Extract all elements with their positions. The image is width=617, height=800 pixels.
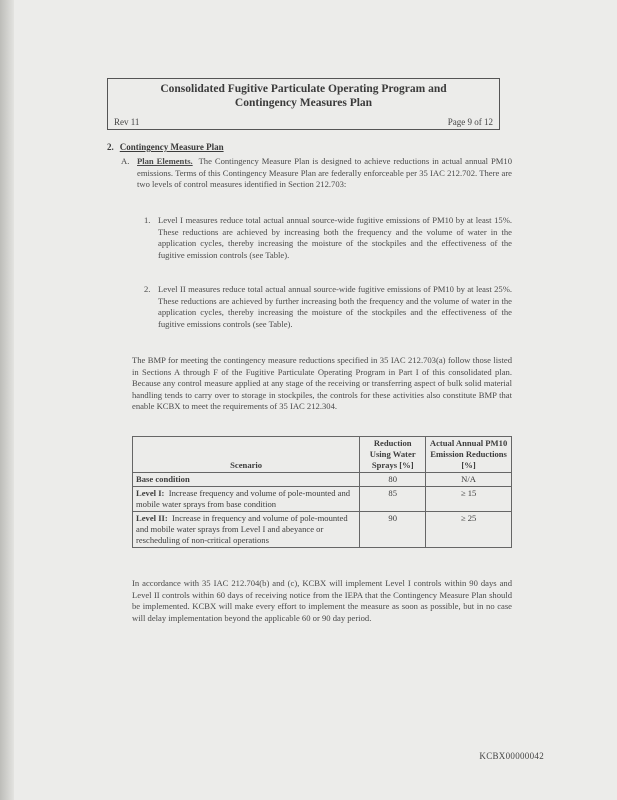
plan-elements-paragraph — [137, 156, 512, 191]
bmp-paragraph: The BMP for meeting the contingency measure reductions specified in 35 IAC 212.703(a) follow those listed in Sections A through F of the Fugitive Particulate Operating Program in Part I of this consolidated plan. Because any control measure applied at any stage of the receiving or transferring aspect of bulk solid material handling tends to carry over to storage in stockpiles, the controls for these activities also constitute BMP that enable KCBX to meet the requirements of 35 IAC 212.304. — [132, 355, 512, 412]
level-1-number: 1. — [144, 215, 151, 225]
table-row — [133, 512, 512, 548]
plan-elements-label: Plan Elements. — [137, 156, 193, 166]
header-reduction: Reduction Using Water Sprays [%] — [360, 437, 426, 473]
section-number: 2. — [107, 142, 114, 152]
header-page-number: Page 9 of 12 — [447, 117, 493, 127]
row-description: Increase in frequency and volume of pole-mounted and mobile water sprays from Level I and abeyance or rescheduling of non-critical operations — [136, 513, 348, 545]
plan-elements-letter: A. — [121, 156, 130, 166]
level-2-number: 2. — [144, 284, 151, 294]
header-scenario: Scenario — [133, 437, 360, 473]
header-actual: Actual Annual PM10 Emission Reductions [%] — [426, 437, 512, 473]
section-title: Contingency Measure Plan — [119, 142, 224, 152]
scan-edge-shadow — [0, 0, 14, 800]
row-reduction: 85 — [360, 487, 426, 512]
row-level: Base condition — [136, 474, 190, 484]
contingency-table — [132, 436, 512, 548]
table-header-row — [133, 437, 512, 473]
row-level: Level II: — [136, 513, 168, 523]
row-scenario — [133, 512, 360, 548]
level-1-text: Level I measures reduce total actual annual source-wide fugitive emissions of PM10 by at least 15%. These reductions are achieved by increasing both the frequency and the volume of water in the application cycles, thereby increasing the moisture of the stockpiles and the effectiveness of the fugitive emission controls (see Table). — [158, 215, 512, 260]
row-actual: ≥ 15 — [426, 487, 512, 512]
bates-number: KCBX00000042 — [479, 751, 544, 761]
row-scenario — [133, 487, 360, 512]
table-row — [133, 487, 512, 512]
row-description: Increase frequency and volume of pole-mounted and mobile water sprays from base condition — [136, 488, 351, 509]
row-actual: N/A — [426, 473, 512, 487]
plan-elements-text: The Contingency Measure Plan is designed to achieve reductions in actual annual PM10 emissions. Terms of this Contingency Measure Plan are federally enforceable per 35 IAC 212.702. There are two levels of control measures identified in Section 212.703: — [137, 156, 513, 190]
header-title-line2: Contingency Measures Plan — [234, 97, 373, 109]
header-rev: Rev 11 — [114, 117, 140, 127]
header-box — [107, 78, 500, 130]
closing-paragraph: In accordance with 35 IAC 212.704(b) and (c), KCBX will implement Level I controls within 90 days and Level II controls within 60 days of receiving notice from the IEPA that the Contingency Measure Plan should be implemented. KCBX will make every effort to implement the measure as soon as possible, but in no case will delay implementation beyond the applicable 60 or 90 day period. — [132, 578, 512, 623]
level-2-text: Level II measures reduce total actual annual source-wide fugitive emissions of PM10 by at least 25%. These reductions are achieved by further increasing both the frequency and the volume of water in the application cycles, thereby increasing the moisture of the stockpiles and the effectiveness of the fugitive emissions controls (see Table). — [158, 284, 512, 329]
table-row — [133, 473, 512, 487]
row-scenario — [133, 473, 360, 487]
section-heading — [107, 142, 224, 152]
row-level: Level I: — [136, 488, 165, 498]
header-title-line1: Consolidated Fugitive Particulate Operating Program and — [160, 83, 447, 95]
row-actual: ≥ 25 — [426, 512, 512, 548]
header-title — [108, 82, 499, 110]
row-reduction: 90 — [360, 512, 426, 548]
row-reduction: 80 — [360, 473, 426, 487]
